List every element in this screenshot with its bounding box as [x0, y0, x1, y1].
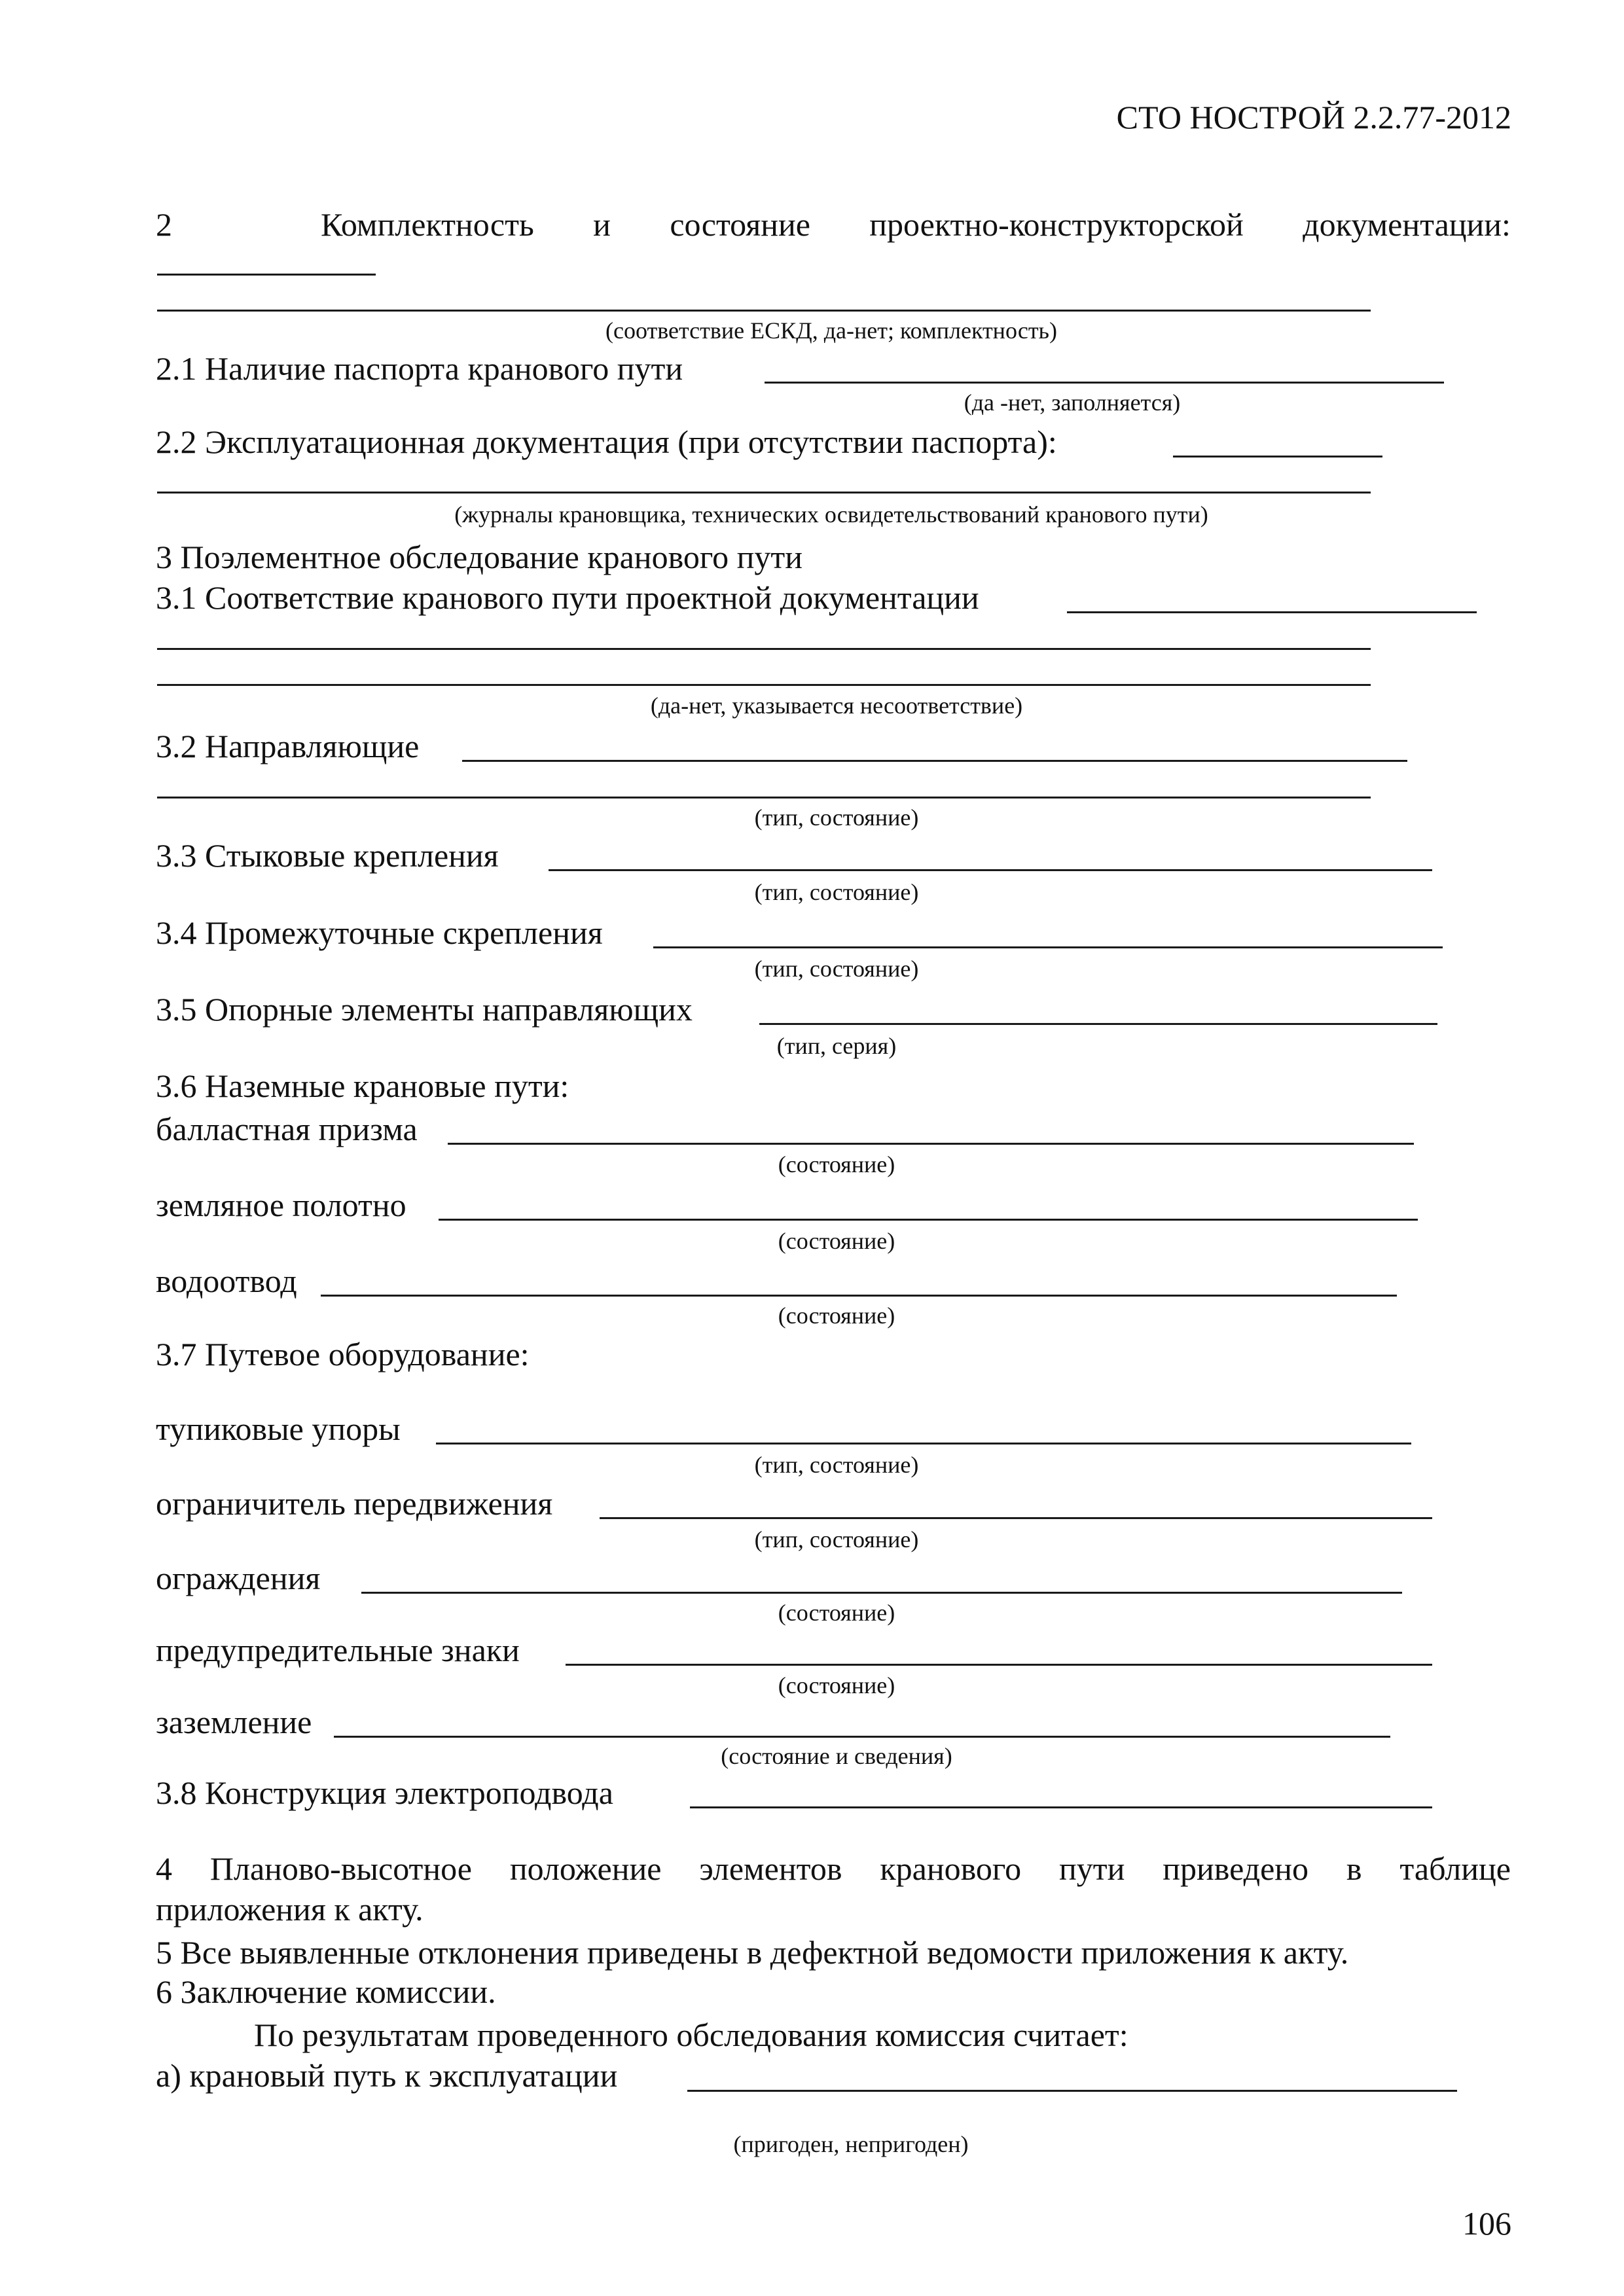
title-word: проектно-конструкторской	[869, 206, 1244, 243]
fencing-hint: (состояние)	[778, 1600, 895, 1626]
intermediate-fastenings-input-line[interactable]	[653, 946, 1443, 948]
buffer-stops-input-line[interactable]	[436, 1443, 1411, 1444]
section-4-text-line-1	[156, 1852, 1511, 1885]
section-4-word: приведено	[1163, 1850, 1309, 1887]
section-3-7-title: 3.7 Путевое оборудование:	[156, 1336, 530, 1372]
title-word: и	[593, 206, 611, 243]
section-2-1-label: 2.1 Наличие паспорта кранового пути	[156, 350, 683, 387]
section-3-2-label: 3.2 Направляющие	[156, 728, 420, 764]
subgrade-label: земляное полотно	[156, 1187, 406, 1223]
section-4-word: положение	[509, 1850, 662, 1887]
section-2-input-line[interactable]	[157, 310, 1371, 312]
section-2-input-line[interactable]	[157, 274, 376, 276]
page-number: 106	[1462, 2205, 1511, 2242]
buffer-stops-label: тупиковые упоры	[156, 1410, 401, 1447]
section-6-title: 6 Заключение комиссии.	[156, 1973, 496, 2010]
section-3-4-hint: (тип, состояние)	[754, 956, 919, 982]
section-2-1-hint: (да -нет, заполняется)	[964, 389, 1181, 416]
drainage-input-line[interactable]	[321, 1295, 1397, 1297]
title-word: Комплектность	[321, 206, 534, 243]
grounding-input-line[interactable]	[334, 1736, 1390, 1738]
title-word: документации:	[1303, 206, 1511, 243]
section-3-6-title: 3.6 Наземные крановые пути:	[156, 1067, 569, 1104]
section-4-word: в	[1346, 1850, 1362, 1887]
section-3-1-label: 3.1 Соответствие кранового пути проектной документации	[156, 579, 979, 616]
section-2-2-label: 2.2 Эксплуатационная документация (при отсутствии паспорта):	[156, 423, 1057, 460]
travel-limiter-hint: (тип, состояние)	[754, 1526, 919, 1552]
section-3-title: 3 Поэлементное обследование кранового пути	[156, 539, 803, 575]
warning-signs-input-line[interactable]	[566, 1664, 1432, 1666]
subgrade-input-line[interactable]	[439, 1219, 1418, 1221]
title-word: состояние	[670, 206, 810, 243]
guides-input-line[interactable]	[157, 797, 1371, 798]
travel-limiter-label: ограничитель передвижения	[156, 1485, 553, 1522]
section-4-word: элементов	[699, 1850, 842, 1887]
section-2-number: 2	[156, 206, 172, 243]
section-6-intro: По результатам проведенного обследования комиссия считает:	[254, 2017, 1128, 2053]
travel-limiter-input-line[interactable]	[600, 1517, 1432, 1519]
subgrade-hint: (состояние)	[778, 1228, 895, 1254]
fencing-label: ограждения	[156, 1560, 321, 1596]
section-5-text: 5 Все выявленные отклонения приведены в дефектной ведомости приложения к акту.	[156, 1934, 1349, 1971]
section-3-1-hint: (да-нет, указывается несоответствие)	[650, 692, 1023, 719]
warning-signs-hint: (состояние)	[778, 1672, 895, 1698]
section-4-word: пути	[1059, 1850, 1125, 1887]
drainage-label: водоотвод	[156, 1263, 297, 1299]
section-2-title	[321, 208, 1511, 241]
passport-input-line[interactable]	[765, 382, 1444, 384]
section-2-2-hint: (журналы крановщика, технических освидетельствований кранового пути)	[454, 501, 1208, 528]
document-code: СТО НОСТРОЙ 2.2.77-2012	[1116, 99, 1511, 135]
section-3-3-hint: (тип, состояние)	[754, 879, 919, 905]
support-elements-input-line[interactable]	[759, 1023, 1437, 1025]
fencing-input-line[interactable]	[361, 1592, 1402, 1594]
design-compliance-input-line[interactable]	[1067, 611, 1477, 613]
design-compliance-input-line[interactable]	[157, 648, 1371, 650]
item-a-input-line[interactable]	[687, 2090, 1457, 2092]
design-compliance-input-line[interactable]	[157, 684, 1371, 686]
ballast-prism-input-line[interactable]	[448, 1143, 1414, 1145]
power-supply-input-line[interactable]	[690, 1806, 1432, 1808]
section-3-4-label: 3.4 Промежуточные скрепления	[156, 914, 603, 951]
ballast-prism-hint: (состояние)	[778, 1151, 895, 1177]
section-3-2-hint: (тип, состояние)	[754, 804, 919, 831]
section-2-hint: (соответствие ЕСКД, да-нет; комплектность)	[605, 317, 1057, 344]
joint-fastenings-input-line[interactable]	[549, 869, 1432, 871]
ballast-prism-label: балластная призма	[156, 1111, 418, 1147]
grounding-hint: (состояние и сведения)	[721, 1743, 952, 1769]
guides-input-line[interactable]	[462, 760, 1407, 762]
item-a-label: а) крановый путь к эксплуатации	[156, 2057, 618, 2094]
section-4-word: Планово-высотное	[209, 1850, 472, 1887]
operational-docs-input-line[interactable]	[1173, 456, 1382, 457]
item-a-hint: (пригоден, непригоден)	[733, 2131, 969, 2157]
buffer-stops-hint: (тип, состояние)	[754, 1452, 919, 1478]
operational-docs-input-line[interactable]	[157, 492, 1371, 493]
section-3-8-label: 3.8 Конструкция электроподвода	[156, 1774, 613, 1811]
section-3-5-label: 3.5 Опорные элементы направляющих	[156, 991, 693, 1028]
section-4-word: кранового	[880, 1850, 1022, 1887]
grounding-label: заземление	[156, 1704, 312, 1740]
section-3-5-hint: (тип, серия)	[776, 1033, 897, 1059]
warning-signs-label: предупредительные знаки	[156, 1632, 520, 1668]
section-4-word: 4	[156, 1850, 172, 1887]
drainage-hint: (состояние)	[778, 1302, 895, 1329]
section-3-3-label: 3.3 Стыковые крепления	[156, 837, 499, 874]
section-4-text-line-2: приложения к акту.	[156, 1891, 424, 1928]
section-4-word: таблице	[1399, 1850, 1511, 1887]
